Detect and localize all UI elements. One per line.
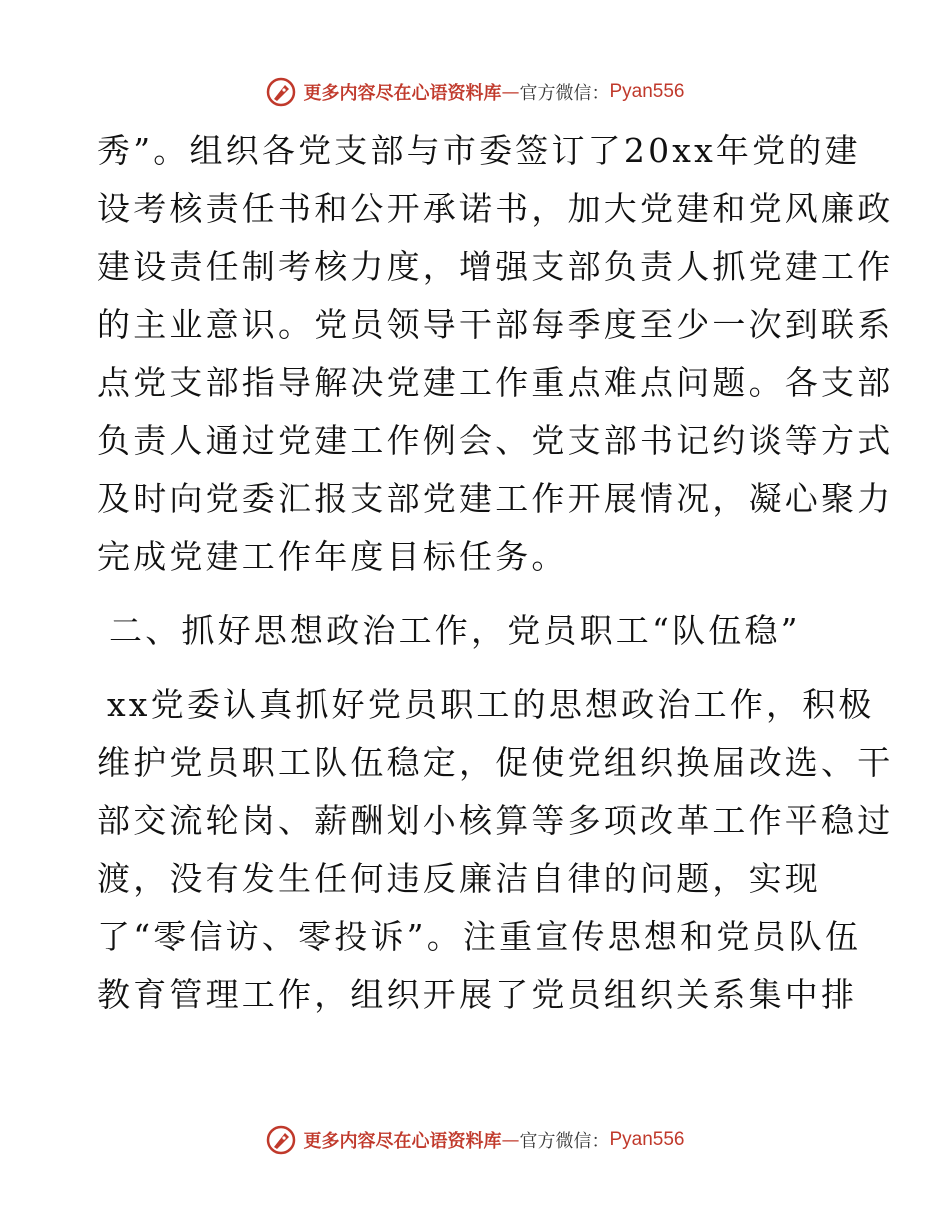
document-body [97, 122, 894, 1024]
text-line: 及时向党委汇报支部党建工作开展情况，凝心聚力 [97, 479, 894, 518]
banner-official-label: 官方微信： [519, 83, 610, 104]
text-line: 负责人通过党建工作例会、党支部书记约谈等方式 [97, 421, 894, 460]
text-line: 完成党建工作年度目标任务。 [97, 537, 568, 576]
banner-brand-text: 更多内容尽在心语资料库 [303, 1131, 502, 1152]
banner-wechat-id: Pyan556 [609, 1129, 685, 1150]
paragraph-2 [97, 676, 894, 1024]
text-line: 点党支部指导解决党建工作重点难点问题。各支部 [97, 363, 894, 402]
banner-brand-text: 更多内容尽在心语资料库 [303, 83, 502, 104]
section-heading: 二、抓好思想政治工作，党员职工“队伍稳” [109, 611, 801, 650]
header-banner [0, 72, 950, 112]
banner-separator: — [501, 1129, 520, 1151]
text-line: 设考核责任书和公开承诺书，加大党建和党风廉政 [97, 189, 894, 228]
text-line: 渡，没有发生任何违反廉洁自律的问题，实现 [97, 859, 821, 898]
banner-official-label: 官方微信： [519, 1131, 610, 1152]
pen-nib-logo-icon [265, 1124, 297, 1156]
paragraph-1 [97, 122, 894, 586]
text-line: 教育管理工作，组织开展了党员组织关系集中排 [97, 975, 858, 1014]
text-line: 建设责任制考核力度，增强支部负责人抓党建工作 [97, 247, 894, 286]
footer-banner [0, 1120, 950, 1160]
banner-wechat-id: Pyan556 [609, 81, 685, 102]
pen-nib-logo-icon [265, 76, 297, 108]
text-line: 了“零信访、零投诉”。注重宣传思想和党员队伍 [97, 917, 862, 956]
text-line: 的主业意识。党员领导干部每季度至少一次到联系 [97, 305, 894, 344]
text-line: xx党委认真抓好党员职工的思想政治工作，积极 [107, 685, 875, 724]
text-line: 部交流轮岗、薪酬划小核算等多项改革工作平稳过 [97, 801, 894, 840]
text-line: 秀”。组织各党支部与市委签订了20xx年党的建 [97, 131, 861, 170]
text-line: 维护党员职工队伍稳定，促使党组织换届改选、干 [97, 743, 894, 782]
banner-separator: — [501, 81, 520, 103]
